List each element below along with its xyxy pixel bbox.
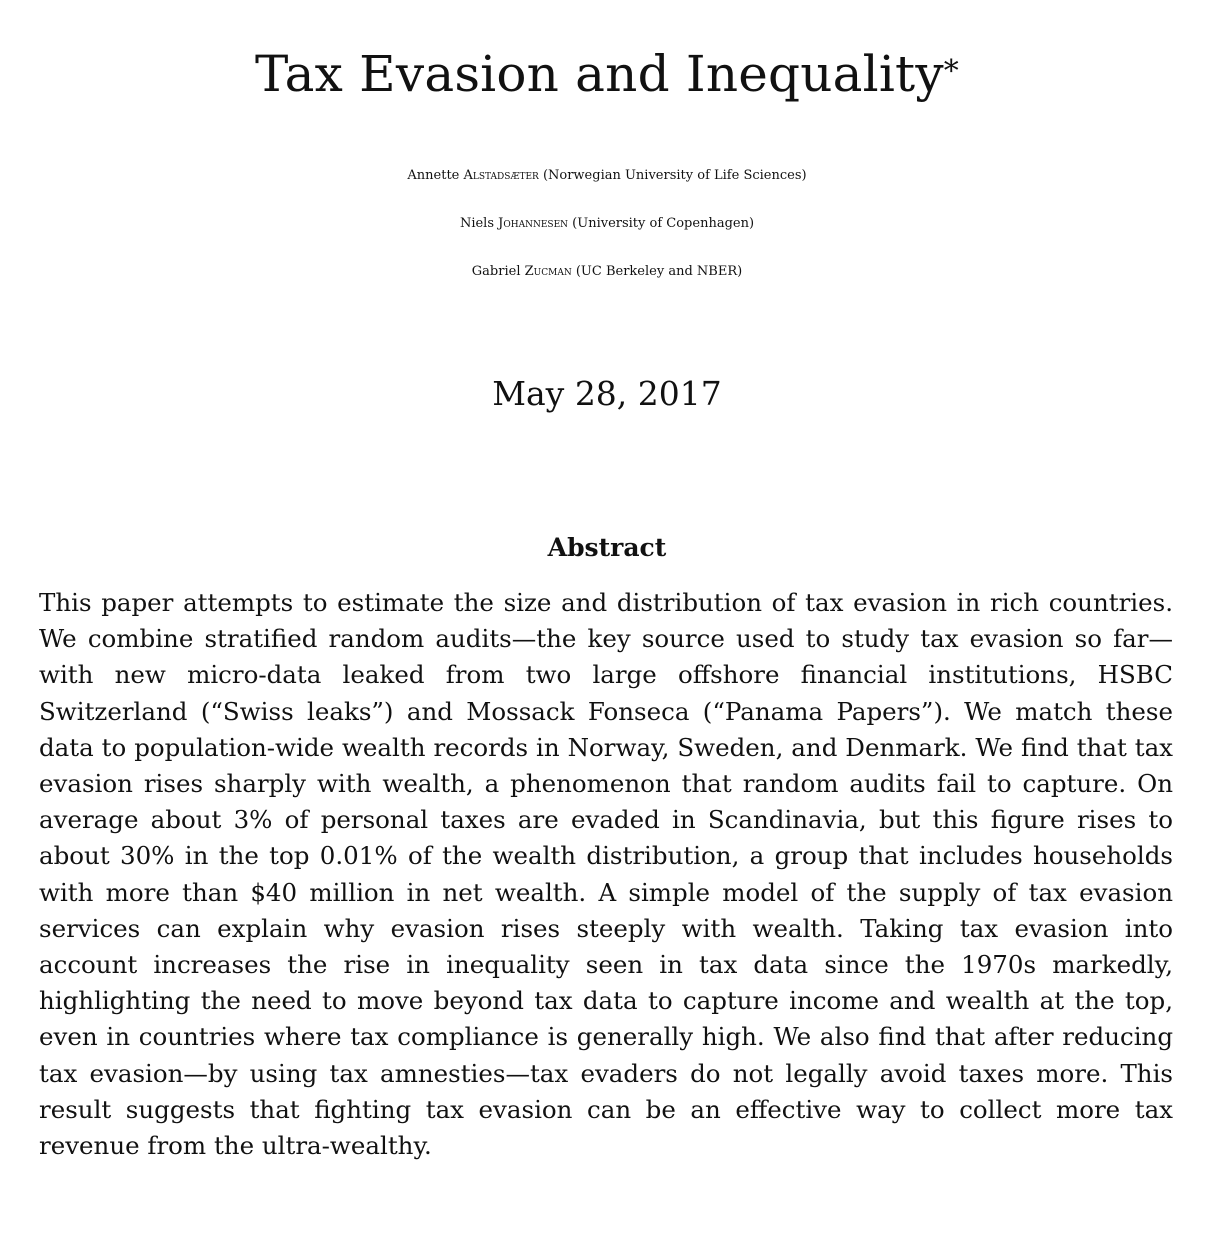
author-line [0, 200, 1214, 248]
title-footnote-mark: * [943, 54, 959, 89]
author-first-name: Niels [459, 216, 495, 231]
author-first-name: Annette [407, 168, 460, 183]
author-affiliation: (University of Copenhagen) [572, 216, 755, 231]
abstract-body: This paper attempts to estimate the size and distribution of tax evasion in rich countries. We combine stratified random audits—the key source used to study tax evasion so far—with new micro-data leaked from two large offshore financial institutions, HSBC Switzerland (“Swiss leaks”) and Mossack Fonseca (“Panama Papers”). We match these data to population-wide wealth records in Norway, Sweden, and Denmark. We find that tax evasion rises sharply with wealth, a phenomenon that random audits fail to capture. On average about 3% of personal taxes are evaded in Scandinavia, but this figure rises to about 30% in the top 0.01% of the wealth distribution, a group that includes households with more than $40 million in net wealth. A simple model of the supply of tax evasion services can explain why evasion rises steeply with wealth. Taking tax evasion into account increases the rise in inequality seen in tax data since the 1970s markedly, highlighting the need to move beyond tax data to capture income and wealth at the top, even in countries where tax compliance is generally high. We also find that after reducing tax evasion—by using tax amnesties—tax evaders do not legally avoid taxes more. This result suggests that fighting tax evasion can be an effective way to collect more tax revenue from the ultra-wealthy. [39, 588, 1173, 1161]
author-line [0, 152, 1214, 200]
paper-title [0, 42, 1214, 106]
author-last-name: Johannesen [498, 216, 569, 231]
author-list [0, 152, 1214, 296]
author-affiliation: (UC Berkeley and NBER) [575, 264, 743, 279]
author-line [0, 248, 1214, 296]
author-last-name: Zucman [524, 264, 572, 279]
paper-title-text: Tax Evasion and Inequality [255, 45, 944, 103]
abstract-heading: Abstract [547, 533, 667, 562]
author-affiliation: (Norwegian University of Life Sciences) [542, 168, 807, 183]
paper-date: May 28, 2017 [492, 374, 722, 413]
author-first-name: Gabriel [471, 264, 521, 279]
author-last-name: Alstadsæter [463, 168, 539, 183]
